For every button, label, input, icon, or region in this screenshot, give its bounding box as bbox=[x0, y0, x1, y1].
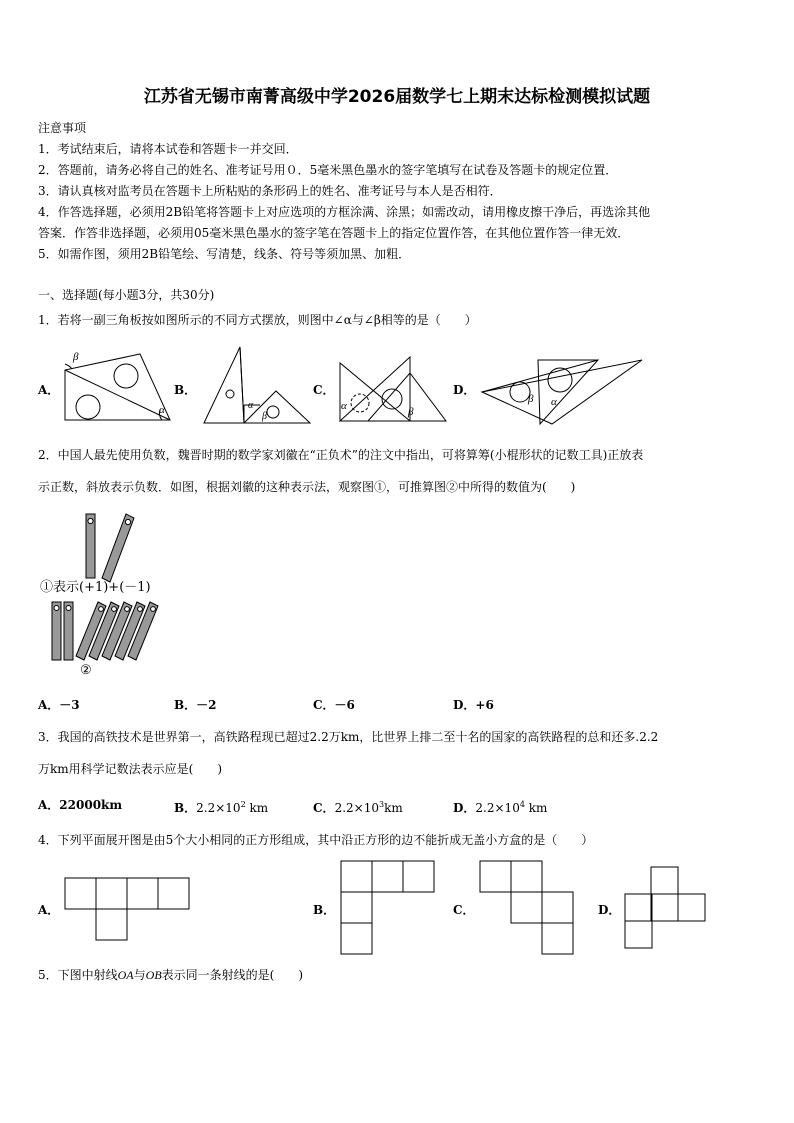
q3-option-b-label: B． bbox=[174, 801, 197, 815]
q5-stem-mid: 与 bbox=[133, 968, 146, 982]
q4-stem: 4．下列平面展开图是由5个大小相同的正方形组成，其中沿正方形的边不能折成无盖小方盒的是（ ） bbox=[38, 833, 594, 847]
q2-stem-line2: 示正数，斜放表示负数．如图，根据刘徽的这种表示法，观察图①，可推算图②中所得的数值为( ) bbox=[38, 480, 576, 494]
q1-b-beta: β bbox=[262, 411, 267, 422]
q1-figure-a bbox=[62, 350, 172, 426]
q1-stem: 1．若将一副三角板按如图所示的不同方式摆放，则图中∠α与∠β相等的是（ ） bbox=[38, 313, 477, 327]
q2-option-c: C．－6 bbox=[313, 698, 355, 712]
notice-item-5: 5．如需作图，须用2B铅笔绘、写清楚，线条、符号等须加黑、加粗． bbox=[38, 247, 411, 261]
q3-option-d-unit: km bbox=[524, 801, 548, 815]
q1-d-alpha: α bbox=[551, 396, 557, 408]
q1-option-a-label: A． bbox=[38, 383, 60, 397]
q4-option-a-label: A． bbox=[38, 903, 60, 917]
q3-option-d-label: D． bbox=[453, 801, 476, 815]
q3-option-b-unit: km bbox=[245, 801, 269, 815]
q3-option-d-exp: 4 bbox=[519, 800, 525, 809]
q4-net-a bbox=[64, 875, 190, 941]
q1-c-alpha: α bbox=[341, 400, 347, 412]
q3-option-a: A．22000km bbox=[38, 798, 123, 812]
q4-option-b-label: B． bbox=[313, 903, 336, 917]
q3-stem-line2: 万km用科学记数法表示应是( ) bbox=[38, 762, 223, 776]
q1-option-c-label: C． bbox=[313, 383, 335, 397]
q2-figure-1-label: ①表示(+1)+(－1) bbox=[40, 580, 151, 595]
q5-stem bbox=[38, 967, 303, 983]
q3-option-c-label: C． bbox=[313, 801, 335, 815]
q3-stem-line1: 3．我国的高铁技术是世界第一，高铁路程现已超过2.2万km，比世界上排二至十名的国家的高铁路程的总和还多.2.2 bbox=[38, 730, 659, 744]
section-heading: 一、选择题(每小题3分，共30分) bbox=[38, 288, 215, 302]
notice-item-4-cont: 答案．作答非选择题，必须用05毫米黑色墨水的签字笔在答题卡上的指定位置作答，在其他位置作答一律无效． bbox=[38, 226, 630, 240]
q2-figure-2-rods bbox=[48, 600, 168, 662]
q2-figure-2-label: ② bbox=[80, 663, 92, 678]
q1-a-beta: β bbox=[73, 351, 79, 363]
q4-option-c-label: C． bbox=[453, 903, 475, 917]
q1-figure-b bbox=[200, 345, 312, 427]
notice-item-3: 3．请认真核对监考员在答题卡上所粘贴的条形码上的姓名、准考证号与本人是否相符． bbox=[38, 184, 502, 198]
q4-option-d-label: D． bbox=[598, 903, 621, 917]
q3-option-b-base: 2.2×10 bbox=[196, 801, 241, 815]
q2-option-b: B．－2 bbox=[174, 698, 217, 712]
q2-option-a: A．－3 bbox=[38, 698, 80, 712]
q1-a-alpha: α bbox=[159, 404, 165, 416]
notice-item-1: 1．考试结束后，请将本试卷和答题卡一并交回． bbox=[38, 142, 298, 156]
q3-option-c-unit: km bbox=[384, 801, 403, 815]
notice-heading: 注意事项 bbox=[38, 121, 87, 135]
q1-b-alpha: α bbox=[248, 400, 254, 411]
q3-option-b bbox=[174, 797, 268, 816]
q1-figure-d bbox=[480, 358, 644, 426]
q1-c-beta: β bbox=[408, 406, 414, 418]
q1-option-b-label: B． bbox=[174, 383, 197, 397]
q1-d-beta: β bbox=[528, 393, 534, 405]
q1-figure-c bbox=[338, 355, 448, 425]
page-title: 江苏省无锡市南菁高级中学2026届数学七上期末达标检测模拟试题 bbox=[143, 87, 651, 107]
q2-stem-line1: 2．中国人最先使用负数，魏晋时期的数学家刘徽在“正负术”的注文中指出，可将算筹(小棍形状的记数工具)正放表 bbox=[38, 448, 644, 462]
q5-ray-ob: OB bbox=[145, 968, 162, 982]
q3-option-d bbox=[453, 797, 547, 816]
q3-option-c-base: 2.2×10 bbox=[334, 801, 379, 815]
q5-stem-suffix: 表示同一条射线的是( ) bbox=[161, 968, 304, 982]
q5-ray-oa: OA bbox=[117, 968, 134, 982]
q3-option-c bbox=[313, 797, 403, 816]
q5-stem-prefix: 5．下图中射线 bbox=[38, 968, 118, 982]
q3-option-b-exp: 2 bbox=[240, 800, 246, 809]
q4-net-c bbox=[479, 860, 575, 956]
notice-item-2: 2．答题前，请务必将自己的姓名、准考证号用０．5毫米黑色墨水的签字笔填写在试卷及答题卡的规定位置． bbox=[38, 163, 618, 177]
q4-net-b bbox=[340, 860, 436, 956]
q2-option-d: D．+6 bbox=[453, 698, 494, 712]
q2-figure-1-rods bbox=[80, 508, 146, 582]
q3-option-d-base: 2.2×10 bbox=[475, 801, 520, 815]
q3-option-c-exp: 3 bbox=[378, 800, 385, 809]
q1-option-d-label: D． bbox=[453, 383, 476, 397]
notice-item-4: 4．作答选择题，必须用2B铅笔将答题卡上对应选项的方框涂满、涂黑；如需改动，请用橡皮擦干净后，再选涂其他 bbox=[38, 205, 651, 219]
q4-net-d bbox=[624, 866, 708, 952]
